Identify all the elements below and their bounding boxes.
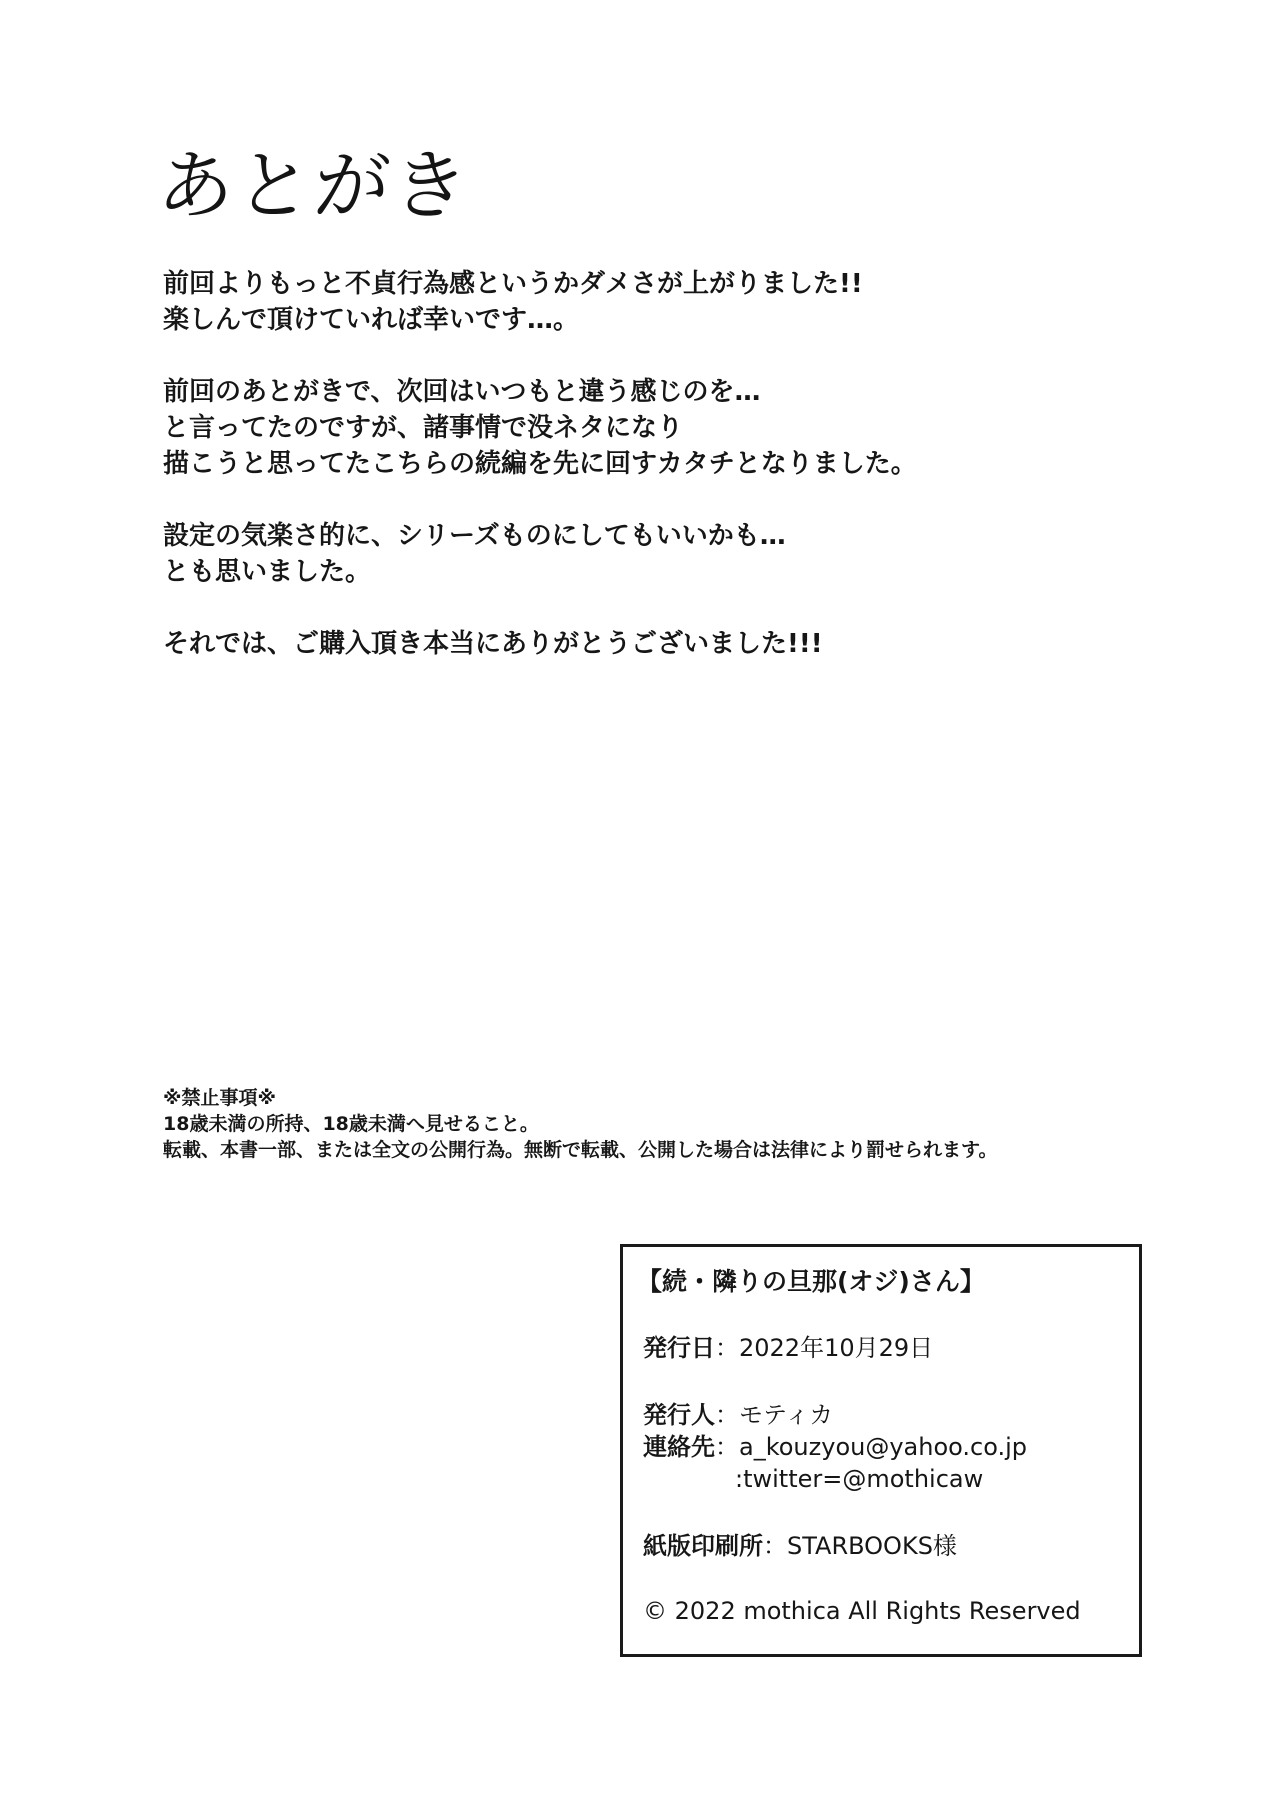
- afterword-body: [163, 266, 1163, 662]
- separator: ：: [715, 1401, 739, 1429]
- issue-date-value: 2022年10月29日: [739, 1334, 934, 1362]
- printer-value: STARBOOKS様: [787, 1532, 957, 1560]
- paragraph-2: [163, 374, 1163, 482]
- paragraph-1: [163, 266, 1163, 338]
- separator: ：: [715, 1334, 739, 1362]
- paragraph-4: [163, 626, 1163, 662]
- paragraph-3: [163, 518, 1163, 590]
- contact-twitter: :twitter=@mothicaw: [735, 1465, 984, 1493]
- copyright-text: © 2022 mothica All Rights Reserved: [643, 1597, 1081, 1625]
- paragraph-line: 前回のあとがきで、次回はいつもと違う感じのを…: [163, 377, 761, 407]
- issue-date-row: [643, 1333, 933, 1363]
- publisher-value: モティカ: [739, 1401, 834, 1429]
- printer-row: [643, 1531, 957, 1561]
- paragraph-line: と言ってたのですが、諸事情で没ネタになり: [163, 413, 684, 443]
- contact-email: a_kouzyou@yahoo.co.jp: [739, 1433, 1028, 1461]
- issue-date-label: 発行日: [643, 1334, 715, 1362]
- publisher-row: [643, 1400, 833, 1430]
- notice-line: 18歳未満の所持、18歳未満へ見せること。: [163, 1113, 539, 1135]
- paragraph-line: 描こうと思ってたこちらの続編を先に回すカタチとなりました。: [163, 449, 917, 479]
- separator: ：: [763, 1532, 787, 1560]
- paragraph-line: 楽しんで頂けていれば幸いです…。: [163, 305, 580, 335]
- paragraph-line: 前回よりもっと不貞行為感というかダメさが上がりました!!: [163, 269, 863, 299]
- publisher-label: 発行人: [643, 1401, 715, 1429]
- paragraph-line: とも思いました。: [163, 557, 372, 587]
- prohibition-notice: [163, 1085, 997, 1163]
- contact-label: 連絡先: [643, 1433, 715, 1461]
- colophon-box: [620, 1244, 1142, 1657]
- notice-line: 転載、本書一部、または全文の公開行為。無断で転載、公開した場合は法律により罰せられます。: [163, 1139, 998, 1161]
- paragraph-line: それでは、ご購入頂き本当にありがとうございました!!!: [163, 629, 823, 659]
- contact-row: [643, 1432, 1027, 1462]
- colophon-title: 【続・隣りの旦那(オジ)さん】: [637, 1267, 985, 1296]
- printer-label: 紙版印刷所: [643, 1532, 763, 1560]
- notice-title: ※禁止事項※: [163, 1087, 276, 1109]
- paragraph-line: 設定の気楽さ的に、シリーズものにしてもいいかも…: [163, 521, 786, 551]
- separator: ：: [715, 1433, 739, 1461]
- afterword-heading: あとがき: [154, 141, 474, 230]
